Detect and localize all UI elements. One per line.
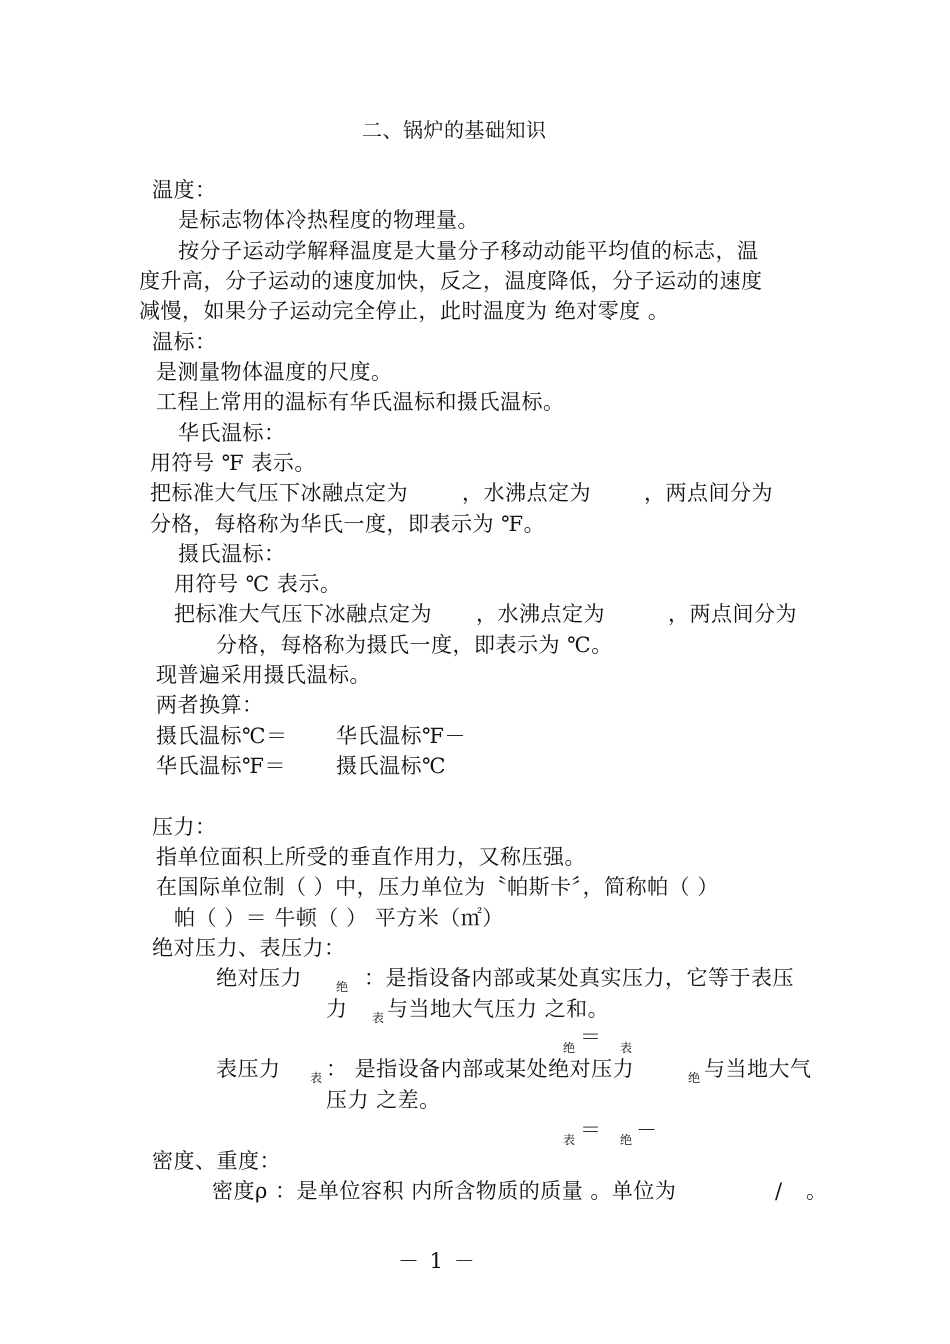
fahrenheit-symbol: 用符号 ℉ 表示。 (150, 451, 316, 475)
conversion-2-right: 摄氏温标℃ (336, 754, 446, 778)
absolute-pressure-line-2-rest: 与当地大气压力 之和。 (387, 997, 610, 1021)
temperature-explanation-line-2: 度升高，分子运动的速度加快，反之，温度降低，分子运动的速度 (139, 269, 763, 293)
gauge-formula-subscript-2: 绝 (620, 1133, 633, 1147)
gauge-formula-minus: － (636, 1118, 658, 1142)
pressure-heading: 压力： (152, 815, 217, 839)
absolute-pressure-definition: ：是指设备内部或某处真实压力，它等于表压 (364, 966, 794, 990)
document-title: 二、锅炉的基础知识 (362, 118, 547, 142)
pascal-definition: 帕（ ）＝ 牛顿（ ） 平方米（㎡） (174, 906, 504, 930)
gauge-formula-subscript-1: 表 (563, 1133, 576, 1147)
temperature-scale-heading: 温标： (152, 330, 217, 354)
conversion-heading: 两者换算： (156, 693, 264, 717)
density-definition: 密度ρ ：是单位容积 内所含物质的质量 。单位为 (212, 1179, 677, 1203)
gauge-pressure-definition-end: 与当地大气 (704, 1057, 812, 1081)
absolute-pressure-term: 绝对压力 (216, 966, 302, 990)
celsius-prevalence: 现普遍采用摄氏温标。 (156, 663, 371, 687)
celsius-heading: 摄氏温标： (178, 542, 286, 566)
celsius-division: 分格，每格称为摄氏一度，即表示为 ℃。 (216, 633, 613, 657)
density-period: 。 (806, 1179, 828, 1203)
celsius-points-b: ，水沸点定为 (476, 602, 605, 626)
absolute-formula-equals: ＝ (580, 1025, 602, 1049)
fahrenheit-heading: 华氏温标： (178, 421, 286, 445)
conversion-2-left: 华氏温标℉＝ (156, 754, 286, 778)
fahrenheit-points-a: 把标准大气压下冰融点定为 (150, 481, 408, 505)
pressure-definition: 指单位面积上所受的垂直作用力，又称压强。 (156, 845, 586, 869)
gauge-pressure-line-2: 压力 之差。 (326, 1088, 441, 1112)
absolute-subscript: 绝 (336, 980, 349, 994)
fahrenheit-division: 分格，每格称为华氏一度，即表示为 ℉。 (150, 512, 546, 536)
conversion-1-right: 华氏温标℉－ (336, 724, 466, 748)
temperature-scale-common: 工程上常用的温标有华氏温标和摄氏温标。 (156, 390, 565, 414)
absolute-line-2-subscript: 表 (372, 1011, 385, 1025)
density-heading: 密度、重度： (152, 1149, 281, 1173)
gauge-pressure-definition: ： 是指设备内部或某处绝对压力 (326, 1057, 635, 1081)
fahrenheit-points-c: ，两点间分为 (644, 481, 773, 505)
absolute-formula-subscript-2: 表 (620, 1041, 633, 1055)
temperature-explanation-line-1: 按分子运动学解释温度是大量分子移动动能平均值的标志，温 (178, 239, 759, 263)
pressure-si-unit: 在国际单位制（ ）中，压力单位为〝帕斯卡〞，简称帕（ ） (156, 875, 719, 899)
absolute-formula-subscript-1: 绝 (563, 1041, 576, 1055)
conversion-1-left: 摄氏温标℃＝ (156, 724, 288, 748)
gauge-pressure-term: 表压力 (216, 1057, 281, 1081)
temperature-definition: 是标志物体冷热程度的物理量。 (178, 208, 479, 232)
celsius-symbol: 用符号 ℃ 表示。 (174, 572, 342, 596)
temperature-scale-definition: 是测量物体温度的尺度。 (156, 360, 393, 384)
density-unit-slash: / (775, 1179, 783, 1203)
abs-gauge-heading: 绝对压力、表压力： (152, 936, 346, 960)
celsius-points-a: 把标准大气压下冰融点定为 (174, 602, 432, 626)
absolute-pressure-line-2: 力 (326, 997, 348, 1021)
gauge-formula-equals: ＝ (580, 1118, 602, 1142)
gauge-subscript: 表 (310, 1071, 323, 1085)
fahrenheit-points-b: ，水沸点定为 (462, 481, 591, 505)
celsius-points-c: ，两点间分为 (668, 602, 797, 626)
page-number: － 1 － (398, 1249, 477, 1273)
gauge-subscript-2: 绝 (688, 1071, 701, 1085)
temperature-heading: 温度： (152, 178, 217, 202)
temperature-explanation-line-3: 减慢，如果分子运动完全停止，此时温度为 绝对零度 。 (139, 299, 670, 323)
